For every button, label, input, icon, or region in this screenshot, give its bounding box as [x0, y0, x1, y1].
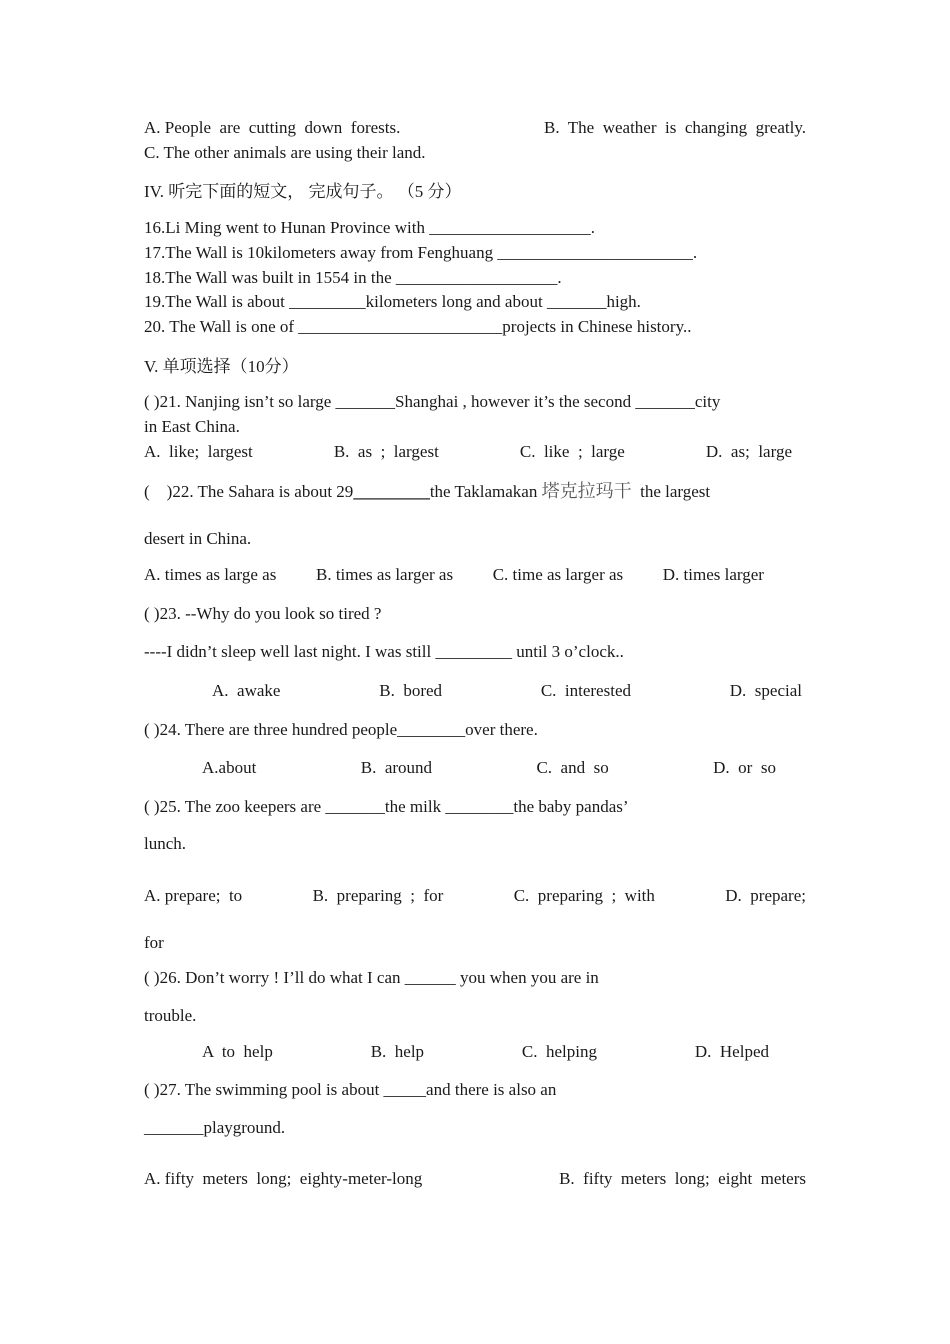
q25-option-d: D. prepare; [725, 886, 806, 905]
q25-options [144, 885, 806, 907]
q26-line1: ( )26. Don’t worry ! I’ll do what I can ______ you when you are in [144, 968, 599, 987]
q15-option-b: B. The weather is changing greatly. [543, 118, 806, 137]
q24-option-b: B. around [360, 758, 433, 777]
q15-option-a: A. People are cutting down forests. [144, 118, 401, 137]
q22-line2: desert in China. [144, 529, 252, 548]
q23-line1: ( )23. --Why do you look so tired ? [144, 604, 382, 623]
q25-line1: ( )25. The zoo keepers are _______the milk ________the baby pandas’ [144, 797, 629, 816]
q15-options-row1 [144, 117, 806, 139]
q23-option-b: B. bored [379, 681, 443, 700]
section4-title: IV. 听完下面的短文， 完成句子。 （5 分） [144, 182, 462, 201]
q21-line2: in East China. [144, 417, 240, 436]
q24-option-a: A.about [202, 758, 257, 777]
q24-option-c: C. and so [536, 758, 609, 777]
q24-option-d: D. or so [713, 758, 776, 777]
q24-line1: ( )24. There are three hundred people________over there. [144, 720, 538, 739]
q20-line: 20. The Wall is one of ________________________projects in Chinese history.. [144, 317, 692, 336]
q22-chinese-name: 塔克拉玛干 [541, 481, 632, 502]
q23-line2: ----I didn’t sleep well last night. I was still _________ until 3 o’clock.. [144, 642, 624, 661]
section5-title: V. 单项选择（10分） [144, 357, 299, 376]
q22-blank: _________ [353, 482, 430, 501]
q25-line2: lunch. [144, 834, 187, 853]
q27-line2: _______playground. [144, 1118, 286, 1137]
q26-option-a: A to help [202, 1042, 273, 1061]
q23-option-d: D. special [729, 681, 802, 700]
q21-options [144, 441, 792, 463]
q22-option-b: B. times as larger as [315, 565, 454, 584]
q27-options [144, 1168, 806, 1190]
q26-option-c: C. helping [521, 1042, 598, 1061]
q18-line: 18.The Wall was built in 1554 in the ___________________. [144, 268, 562, 287]
q17-line: 17.The Wall is 10kilometers away from Fenghuang _______________________. [144, 243, 698, 262]
q21-option-d: D. as; large [705, 442, 792, 461]
q21-line1: ( )21. Nanjing isn’t so large _______Shanghai , however it’s the second _______city [144, 392, 721, 411]
q25-line4: for [144, 933, 164, 952]
q22-text-end: the largest [631, 482, 711, 501]
q21-option-a: A. like; largest [144, 442, 253, 461]
q24-options [202, 757, 776, 779]
q22-options [144, 564, 764, 586]
q26-line2: trouble. [144, 1006, 197, 1025]
q23-option-c: C. interested [540, 681, 631, 700]
q22-text-after: the Taklamakan [429, 482, 542, 501]
q23-options [212, 680, 802, 702]
q22-option-c: C. time as larger as [492, 565, 624, 584]
q25-option-b: B. preparing ; for [312, 886, 444, 905]
q26-option-d: D. Helped [694, 1042, 769, 1061]
q22-option-d: D. times larger [662, 565, 764, 584]
q22-option-a: A. times as large as [144, 565, 277, 584]
q21-option-b: B. as ; largest [333, 442, 439, 461]
q27-line1: ( )27. The swimming pool is about _____and there is also an [144, 1080, 557, 1099]
q16-line: 16.Li Ming went to Hunan Province with ___________________. [144, 218, 595, 237]
q26-option-b: B. help [370, 1042, 425, 1061]
q22-line1 [144, 481, 806, 503]
q19-line: 19.The Wall is about _________kilometers long and about _______high. [144, 292, 641, 311]
q27-option-b: B. fifty meters long; eight meters [559, 1169, 806, 1188]
q23-option-a: A. awake [212, 681, 281, 700]
q25-option-c: C. preparing ; with [513, 886, 655, 905]
q27-option-a: A. fifty meters long; eighty-meter-long [144, 1169, 423, 1188]
q15-option-c: C. The other animals are using their land. [144, 143, 426, 162]
q22-text-before: ( )22. The Sahara is about 29 [144, 482, 354, 501]
q26-options [202, 1041, 769, 1063]
q25-option-a: A. prepare; to [144, 886, 243, 905]
q21-option-c: C. like ; large [519, 442, 625, 461]
